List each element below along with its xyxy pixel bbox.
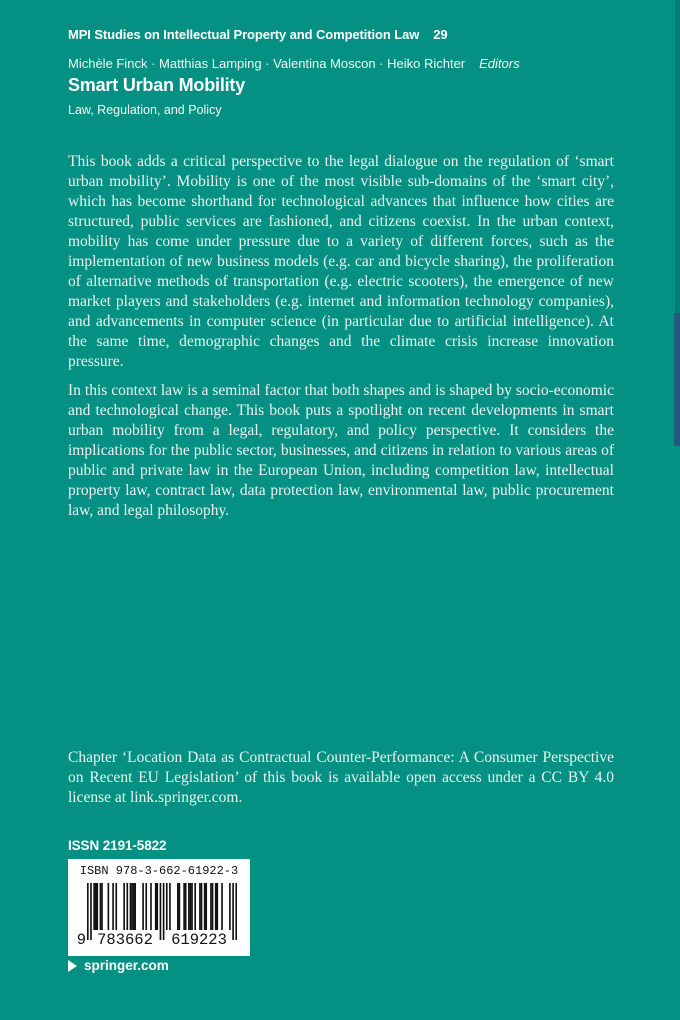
synopsis xyxy=(68,152,614,530)
right-edge-blue-strip xyxy=(674,313,680,446)
editors-line xyxy=(68,56,520,71)
synopsis-paragraph-2: In this context law is a seminal factor that both shapes and is shaped by socio-economic and technological change. This book puts a spotlight on recent developments in smart urban mobility from a legal, regulatory, and policy perspective. It considers the implications for the public sector, businesses, and citizens in relation to various areas of public and private law in the European Union, including competition law, intellectual property law, contract law, data protection law, environmental law, public procurement law, and legal philosophy. xyxy=(68,382,614,519)
series-title: MPI Studies on Intellectual Property and Competition Law xyxy=(68,27,420,42)
book-subtitle: Law, Regulation, and Policy xyxy=(68,103,222,117)
editors-role-label: Editors xyxy=(479,56,520,71)
right-edge-shade xyxy=(675,0,680,314)
isbn-label: ISBN 978-3-662-61922-3 xyxy=(79,864,239,878)
book-title: Smart Urban Mobility xyxy=(68,75,246,95)
publisher-footer xyxy=(68,958,169,973)
open-access-note: Chapter ‘Location Data as Contractual Counter-Performance: A Consumer Perspective on Recent EU Legislation’ of this book is available open access under a CC BY 4.0 license at link.springer.com. xyxy=(68,749,614,806)
isbn-barcode-box xyxy=(68,859,250,956)
right-arrow-icon xyxy=(68,960,77,972)
ean-digits-right-group: 619223 xyxy=(171,931,227,949)
synopsis-paragraph-1: This book adds a critical perspective to the legal dialogue on the regulation of ‘smart urban mobility’. Mobility is one of the most visible sub-domains of the ‘smart city’, which has become shorthand for technological advances that influence how cities are structured, public services are fashioned, and citizens coexist. In the urban context, mobility has come under pressure due to a variety of different forces, such as the implementation of new business models (e.g. car and bicycle sharing), the proliferation of alternative methods of transportation (e.g. electric scooters), the emergence of new market players and stakeholders (e.g. internet and information technology companies), and advancements in computer science (in particular due to artificial intelligence). At the same time, demographic changes and the climate crisis increase innovation pressure. xyxy=(68,153,614,370)
publisher-url: springer.com xyxy=(84,958,169,973)
editors-names: Michèle Finck · Matthias Lamping · Valentina Moscon · Heiko Richter xyxy=(68,56,466,71)
series-title-line xyxy=(68,27,447,42)
ean-digits-left-group: 783662 xyxy=(97,931,153,949)
ean-first-digit: 9 xyxy=(76,931,86,949)
issn-text: ISSN 2191-5822 xyxy=(68,838,167,853)
series-number: 29 xyxy=(433,27,448,42)
